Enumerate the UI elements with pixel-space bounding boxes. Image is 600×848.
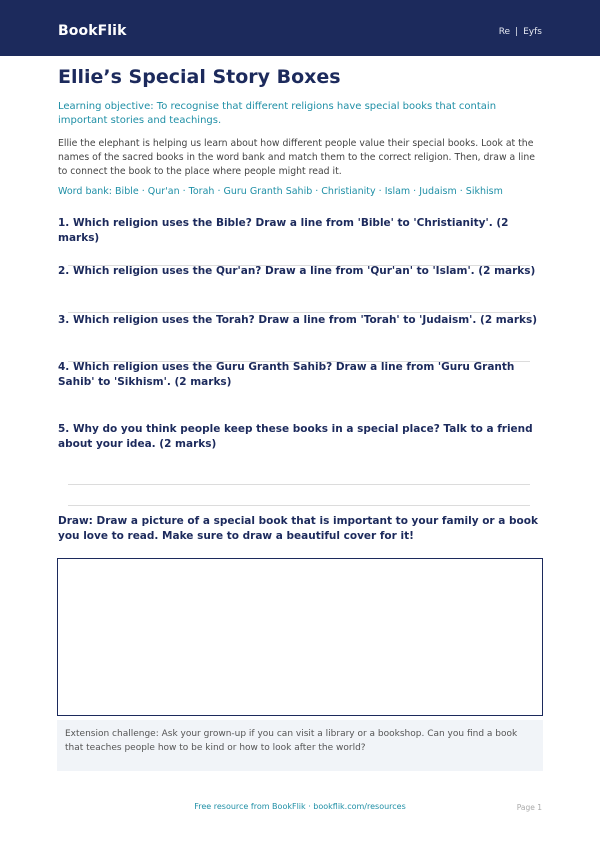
extension-box (57, 720, 543, 771)
subject-label: Re (498, 27, 511, 37)
level-label: Eyfs (523, 27, 542, 37)
extension-text: Extension challenge: Ask your grown-up if you can visit a library or a bookshop. Can you find a book that teaches people how to be kind or how to look after the world? (65, 729, 518, 753)
draw-prompt: Draw: Draw a picture of a special book that is important to your family or a book you love to read. Make sure to draw a beautiful cover for it! (58, 515, 538, 542)
meta-separator: | (515, 27, 519, 37)
intro-paragraph: Ellie the elephant is helping us learn about how different people value their special books. Look at the names of the sacred books in the word bank and match them to the correct religion. Then, draw a line to connect the book to the place where people might read it. (58, 138, 535, 177)
question-4: 4. Which religion uses the Guru Granth Sahib? Draw a line from 'Guru Granth Sahib' to 'Sikhism'. (2 marks) (58, 361, 515, 388)
question-3: 3. Which religion uses the Torah? Draw a line from 'Torah' to 'Judaism'. (2 marks) (58, 314, 538, 326)
page-number: Page 1 (516, 803, 542, 812)
answer-line-5b[interactable] (68, 505, 530, 506)
word-bank: Word bank: Bible · Qur'an · Torah · Guru Granth Sahib · Christianity · Islam · Judaism · Sikhism (58, 186, 503, 197)
question-5: 5. Why do you think people keep these books in a special place? Talk to a friend about your idea. (2 marks) (58, 423, 533, 450)
worksheet-title: Ellie’s Special Story Boxes (58, 66, 341, 88)
answer-line-5a[interactable] (68, 484, 530, 485)
footer-resource-link[interactable]: Free resource from BookFlik · bookflik.com/resources (194, 802, 406, 811)
drawing-box[interactable] (57, 558, 543, 716)
question-2: 2. Which religion uses the Qur'an? Draw a line from 'Qur'an' to 'Islam'. (2 marks) (58, 265, 536, 277)
header-meta (499, 27, 542, 37)
brand-logo[interactable]: BookFlik (58, 23, 127, 39)
header-bar (0, 0, 600, 56)
learning-objective: Learning objective: To recognise that different religions have special books that contain important stories and teachings. (58, 101, 497, 126)
question-1: 1. Which religion uses the Bible? Draw a line from 'Bible' to 'Christianity'. (2 marks) (58, 217, 509, 244)
